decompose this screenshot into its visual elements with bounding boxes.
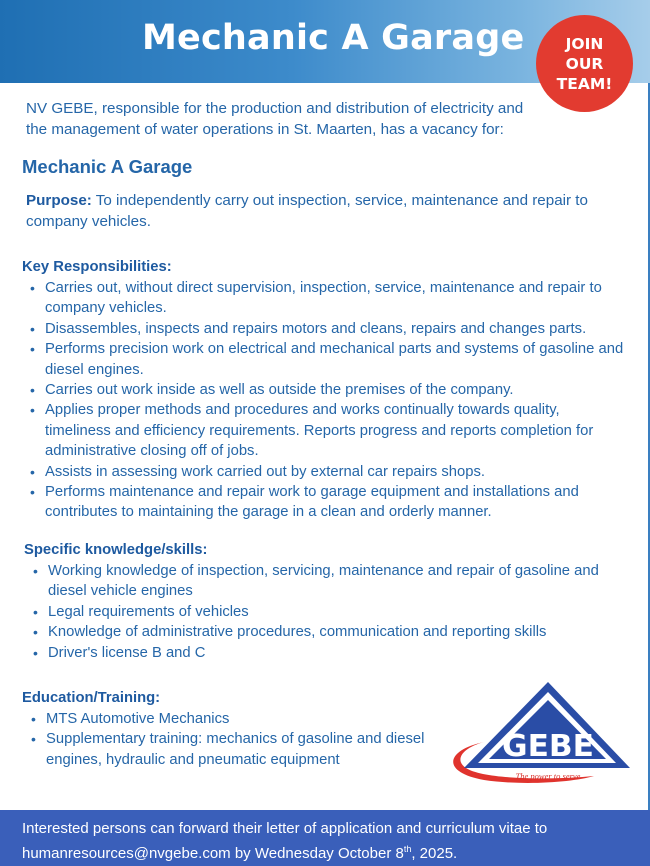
deadline-year: , 2025.: [411, 845, 458, 862]
bullet-icon: •: [30, 463, 35, 480]
bullet-icon: •: [31, 731, 36, 748]
footer-line-2: [22, 839, 650, 864]
header-title: Mechanic A Garage: [142, 18, 525, 58]
skill-item-text: Knowledge of administrative procedures, communication and reporting skills: [48, 624, 547, 641]
badge-line: TEAM!: [556, 74, 613, 93]
intro-paragraph: [26, 98, 566, 140]
logo-tagline: The power to serve: [515, 771, 581, 781]
responsibility-item: [24, 482, 624, 523]
skills-heading: Specific knowledge/skills:: [24, 542, 208, 558]
intro-line: NV GEBE, responsible for the production and distribution of electricity and: [26, 100, 524, 117]
education-heading: Education/Training:: [22, 690, 161, 706]
education-item-text: Supplementary training: mechanics of gasoline and diesel engines, hydraulic and pneumatic equipment: [46, 731, 425, 768]
footer-line: Interested persons can forward their letter of application and curriculum vitae to: [22, 820, 548, 837]
responsibility-item-text: Carries out work inside as well as outside the premises of the company.: [45, 382, 514, 399]
bullet-icon: •: [31, 711, 36, 727]
responsibility-item-text: Applies proper methods and procedures and works continually towards quality, timeliness and efficiency requirements. Reports progress and reports completion for administrative closing off of jobs.: [45, 402, 594, 460]
responsibility-item-text: Disassembles, inspects and repairs motors and cleans, repairs and changes parts.: [45, 320, 587, 337]
education-item: [25, 729, 445, 770]
responsibility-item: [24, 339, 624, 380]
education-item: [25, 709, 445, 729]
deadline-suffix-sup: th: [403, 844, 412, 854]
purpose-paragraph: [26, 190, 626, 232]
responsibility-item: [24, 462, 624, 482]
purpose-text: To independently carry out inspection, service, maintenance and repair to company vehicles.: [26, 192, 588, 230]
bullet-icon: •: [30, 341, 35, 358]
responsibility-item: [24, 278, 624, 319]
badge-line: JOIN: [565, 34, 604, 53]
skill-item-text: Legal requirements of vehicles: [48, 603, 249, 620]
responsibilities-list: [24, 278, 624, 523]
purpose-label: Purpose:: [26, 192, 92, 209]
hr-email-link[interactable]: humanresources@nvgebe.com: [22, 845, 231, 862]
deadline-text: by Wednesday October 8: [230, 845, 404, 862]
bullet-icon: •: [30, 320, 35, 337]
skill-item-text: Working knowledge of inspection, servicing, maintenance and repair of gasoline and diesel vehicle engines: [48, 563, 599, 600]
bullet-icon: •: [30, 382, 35, 399]
skills-list: [27, 561, 633, 663]
bullet-icon: •: [30, 280, 35, 296]
responsibilities-heading: Key Responsibilities:: [22, 259, 172, 275]
bullet-icon: •: [33, 603, 38, 620]
bullet-icon: •: [33, 563, 38, 579]
responsibility-item-text: Performs precision work on electrical and mechanical parts and systems of gasoline and diesel engines.: [45, 341, 624, 378]
application-footer: [0, 810, 650, 866]
responsibility-item: [24, 380, 624, 400]
education-list: [25, 709, 445, 770]
skill-item: [27, 643, 633, 663]
skill-item: [27, 561, 633, 602]
logo-letters: GEBE: [502, 729, 594, 764]
responsibility-item-text: Carries out, without direct supervision, inspection, service, maintenance and repair to company vehicles.: [45, 280, 602, 317]
responsibility-item: [24, 319, 624, 339]
skill-item: [27, 622, 633, 642]
bullet-icon: •: [33, 644, 38, 661]
badge-line: OUR: [565, 54, 604, 73]
job-title: Mechanic A Garage: [22, 156, 193, 177]
bullet-icon: •: [33, 624, 38, 641]
bullet-icon: •: [30, 402, 35, 419]
responsibility-item-text: Assists in assessing work carried out by external car repairs shops.: [45, 463, 485, 480]
bullet-icon: •: [30, 484, 35, 501]
responsibility-item-text: Performs maintenance and repair work to garage equipment and installations and contributes to maintaining the garage in a clean and orderly manner.: [45, 484, 579, 521]
intro-line: the management of water operations in St. Maarten, has a vacancy for:: [26, 121, 504, 138]
gebe-logo: [444, 680, 634, 792]
responsibility-item: [24, 400, 624, 461]
skill-item-text: Driver's license B and C: [48, 644, 206, 661]
education-item-text: MTS Automotive Mechanics: [46, 711, 230, 727]
skill-item: [27, 602, 633, 622]
